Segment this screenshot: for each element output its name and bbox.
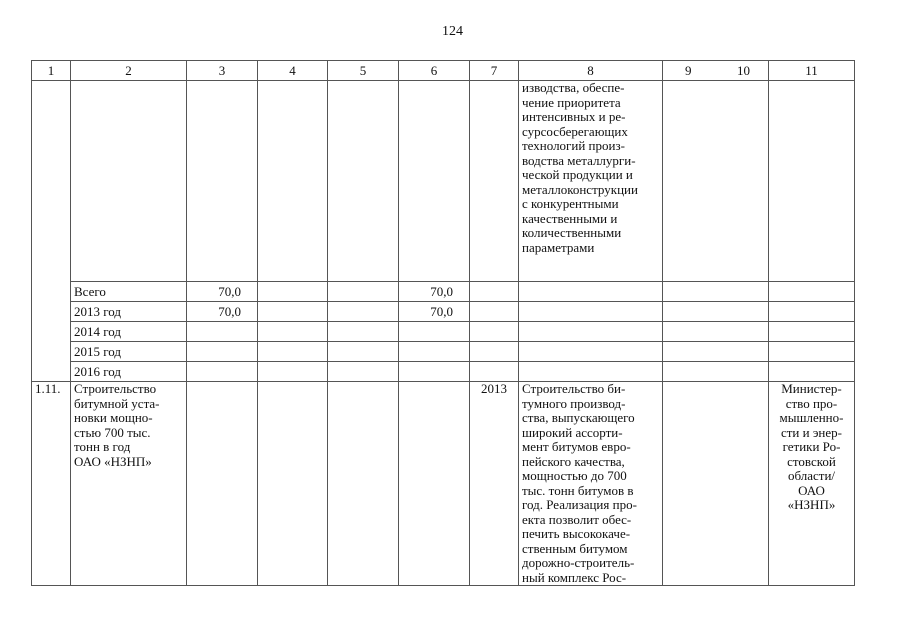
header-col-5: 5 (328, 61, 399, 81)
row-label: 2014 год (71, 322, 187, 342)
table-row-2013 (32, 302, 855, 322)
continuation-row (32, 81, 855, 282)
cell (663, 382, 769, 586)
cell (258, 282, 328, 302)
row-value-col6 (399, 362, 470, 382)
cell (187, 382, 258, 586)
header-col-2: 2 (71, 61, 187, 81)
item-description: Строительство би- тумного производ- ства, выпускающего широкий ассорти- мент битумов евро- пейского качества, мощностью до 700 тыс. тонн битумов в год. Реализация про- екта позволит обес- печить высококаче- ственным битумом дорожно-строитель- ный комплекс Рос- (519, 382, 663, 586)
row-label: 2016 год (71, 362, 187, 382)
table-row-item (32, 382, 855, 586)
header-col-9-10 (663, 61, 769, 81)
cell (519, 362, 663, 382)
cell (258, 362, 328, 382)
cell (399, 382, 470, 586)
cell (328, 81, 399, 282)
row-value-col6: 70,0 (399, 282, 470, 302)
cell (519, 282, 663, 302)
row-label: 2013 год (71, 302, 187, 322)
item-number: 1.11. (32, 382, 71, 586)
cell (519, 322, 663, 342)
table-row-total (32, 282, 855, 302)
cell (663, 282, 769, 302)
cell-continuation-num (32, 81, 71, 382)
cell (663, 81, 769, 282)
cell (470, 302, 519, 322)
cell (258, 382, 328, 586)
row-value-col6 (399, 322, 470, 342)
cell (769, 282, 855, 302)
cell (663, 302, 769, 322)
cell (519, 302, 663, 322)
row-value-col6: 70,0 (399, 302, 470, 322)
cell (328, 342, 399, 362)
cell (258, 302, 328, 322)
cell (769, 362, 855, 382)
row-value-col6 (399, 342, 470, 362)
item-name: Строительство битумной уста- новки мощно- стью 700 тыс. тонн в год ОАО «НЗНП» (71, 382, 187, 586)
header-col-1: 1 (32, 61, 71, 81)
cell (328, 382, 399, 586)
cell (769, 342, 855, 362)
table-row-2015 (32, 342, 855, 362)
cell (258, 342, 328, 362)
cell (328, 302, 399, 322)
cell (258, 81, 328, 282)
row-value-col3 (187, 362, 258, 382)
cell (519, 342, 663, 362)
header-col-6: 6 (399, 61, 470, 81)
header-col-7: 7 (470, 61, 519, 81)
cell (769, 302, 855, 322)
cell (470, 362, 519, 382)
item-executor: Министер- ство про- мышленно- сти и энер- гетики Ро- стовской области/ ОАО «НЗНП» (769, 382, 855, 586)
cell (769, 81, 855, 282)
cell (258, 322, 328, 342)
header-row (32, 61, 855, 81)
cell (328, 282, 399, 302)
row-value-col3: 70,0 (187, 282, 258, 302)
row-label: 2015 год (71, 342, 187, 362)
cell (328, 322, 399, 342)
row-value-col3: 70,0 (187, 302, 258, 322)
header-col-11: 11 (769, 61, 855, 81)
header-col-3: 3 (187, 61, 258, 81)
cell (399, 81, 470, 282)
cell (470, 342, 519, 362)
row-label: Всего (71, 282, 187, 302)
page-number: 124 (442, 24, 463, 39)
row-value-col3 (187, 342, 258, 362)
table-row-2014 (32, 322, 855, 342)
cell (663, 362, 769, 382)
header-col-8: 8 (519, 61, 663, 81)
cell (470, 322, 519, 342)
cell (470, 81, 519, 282)
continuation-description: изводства, обеспе- чение приоритета интенсивных и ре- сурсосберегающих технологий произ- водства металлурги- ческой продукции и металлоконструкции с конкурентными качественными и количественными параметрами (519, 81, 663, 282)
table-row-2016 (32, 362, 855, 382)
cell (663, 322, 769, 342)
cell (769, 322, 855, 342)
header-col-9: 9 (685, 63, 692, 78)
cell (71, 81, 187, 282)
program-table (31, 60, 855, 586)
header-col-10: 10 (737, 63, 750, 78)
cell (328, 362, 399, 382)
cell (187, 81, 258, 282)
header-col-4: 4 (258, 61, 328, 81)
cell (663, 342, 769, 362)
row-value-col3 (187, 322, 258, 342)
item-year: 2013 (470, 382, 519, 586)
cell (470, 282, 519, 302)
